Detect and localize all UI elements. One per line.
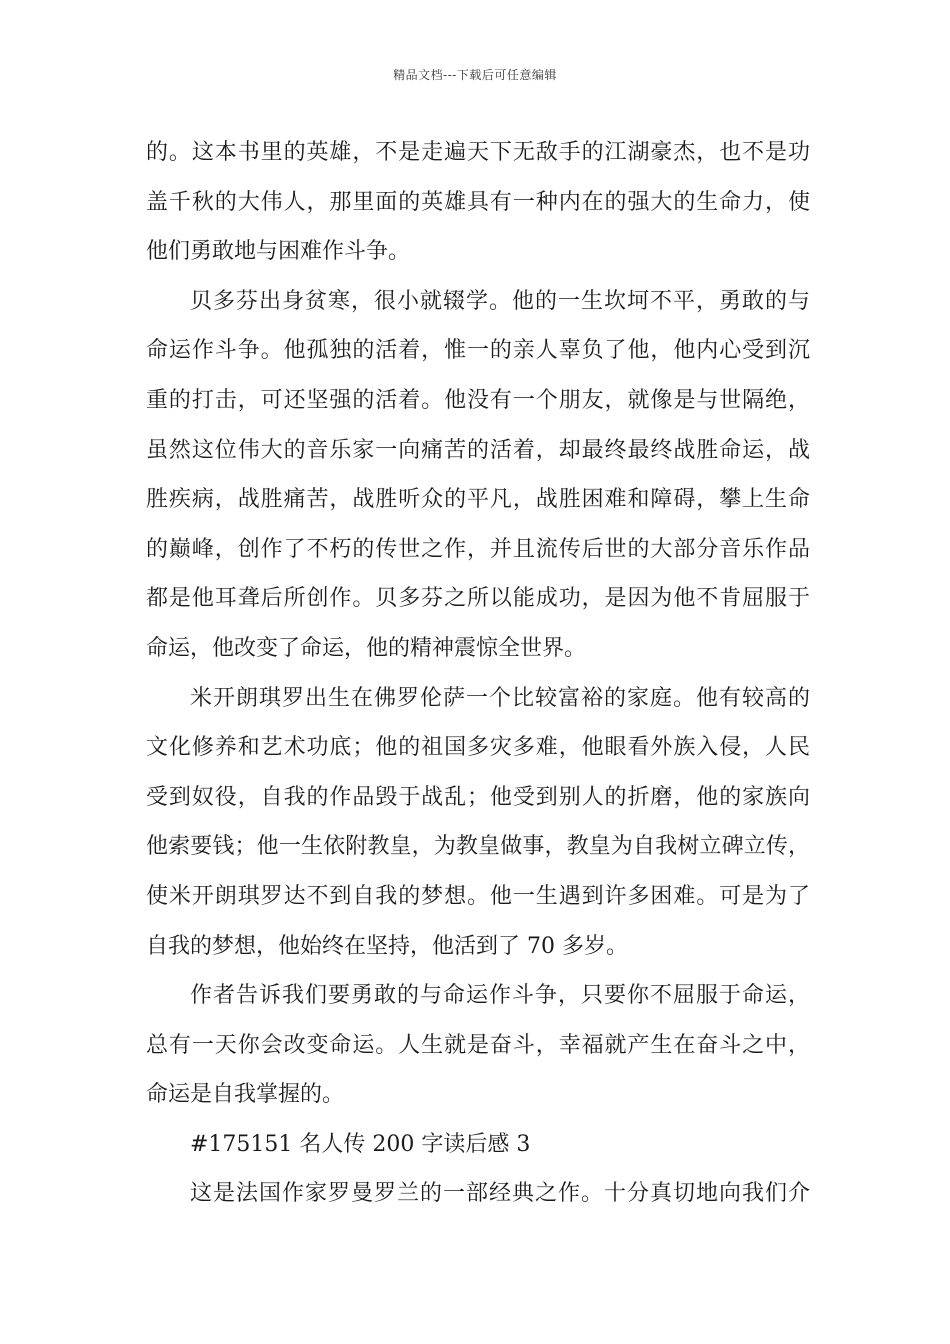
text-line: 他索要钱；他一生依附教皇，为教皇做事，教皇为自我树立碑立传， (146, 834, 810, 860)
text-line: 胜疾病，战胜痛苦，战胜听众的平凡，战胜困难和障碍，攀上生命 (146, 487, 810, 513)
text-line: 命运，他改变了命运，他的精神震惊全世界。 (146, 635, 587, 661)
text-line: 使米开朗琪罗达不到自我的梦想。他一生遇到许多困难。可是为了 (146, 883, 810, 909)
text-line: 受到奴役，自我的作品毁于战乱；他受到别人的折磨，他的家族向 (146, 784, 810, 810)
text-line: 重的打击，可还坚强的活着。他没有一个朋友，就像是与世隔绝， (146, 387, 810, 413)
text-line: 米开朗琪罗出生在佛罗伦萨一个比较富裕的家庭。他有较高的 (190, 685, 810, 711)
text-line: 总有一天你会改变命运。人生就是奋斗，幸福就产生在奋斗之中， (146, 1032, 810, 1058)
text-line: #175151 名人传 200 字读后感 3 (190, 1131, 531, 1157)
text-line: 贝多芬出身贫寒，很小就辍学。他的一生坎坷不平，勇敢的与 (190, 288, 810, 314)
text-line: 他们勇敢地与困难作斗争。 (146, 239, 411, 265)
text-line: 这是法国作家罗曼罗兰的一部经典之作。十分真切地向我们介 (190, 1181, 810, 1207)
text-line: 命运作斗争。他孤独的活着，惟一的亲人辜负了他，他内心受到沉 (146, 338, 810, 364)
text-line: 的巅峰，创作了不朽的传世之作，并且流传后世的大部分音乐作品 (146, 536, 810, 562)
page-header: 精品文档---下载后可任意编辑 (393, 68, 557, 82)
body-text (146, 128, 810, 1219)
text-line: 自我的梦想，他始终在坚持，他活到了 70 多岁。 (146, 933, 628, 959)
text-line: 盖千秋的大伟人，那里面的英雄具有一种内在的强大的生命力，使 (146, 189, 810, 215)
text-line: 都是他耳聋后所创作。贝多芬之所以能成功，是因为他不肯屈服于 (146, 586, 810, 612)
text-line: 文化修养和艺术功底；他的祖国多灾多难，他眼看外族入侵，人民 (146, 735, 810, 761)
text-line: 虽然这位伟大的音乐家一向痛苦的活着，却最终最终战胜命运，战 (146, 437, 810, 463)
text-line: 作者告诉我们要勇敢的与命运作斗争，只要你不屈服于命运， (190, 983, 810, 1009)
text-line: 的。这本书里的英雄，不是走遍天下无敌手的江湖豪杰，也不是功 (146, 140, 810, 165)
text-line: 命运是自我掌握的。 (146, 1082, 345, 1108)
